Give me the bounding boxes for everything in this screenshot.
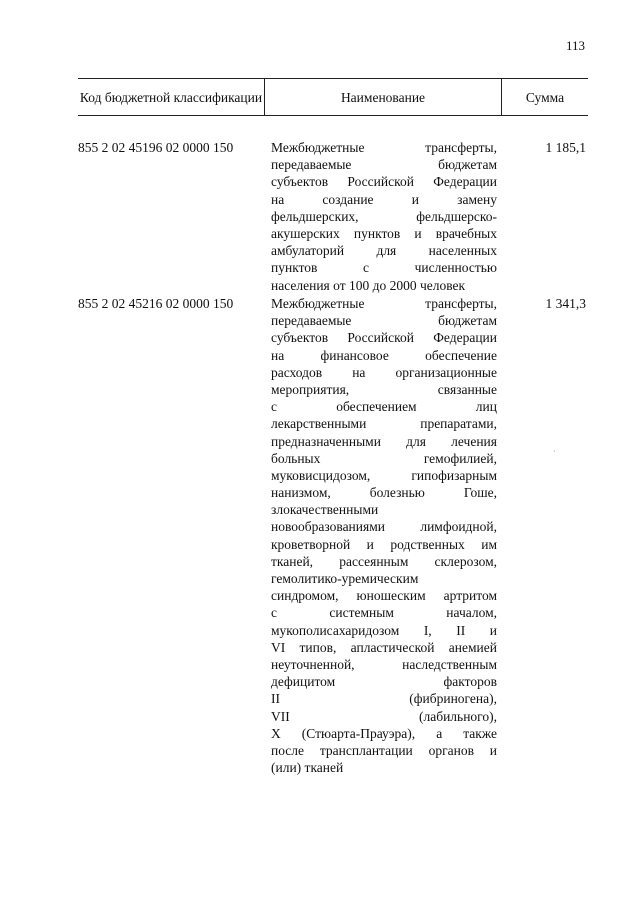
name-line: кроветворной и родственных им xyxy=(271,536,497,552)
name-line: нанизмом, болезнью Гоше, xyxy=(271,485,497,501)
name-line: акушерских пунктов и врачебных xyxy=(271,225,497,241)
name-line: (или) тканей xyxy=(271,760,344,776)
name-line: X (Стюарта-Прауэра), а также xyxy=(271,725,497,741)
header-code: Код бюджетной классификации xyxy=(78,79,265,115)
name-line: расходов на организационные xyxy=(271,364,497,380)
name-line: Межбюджетные трансферты, xyxy=(271,296,497,311)
name-line: амбулаторий для населенных xyxy=(271,243,497,259)
header-sum: Сумма xyxy=(525,89,565,105)
name-line: неуточненной, наследственным xyxy=(271,656,497,672)
name-line: Межбюджетные трансферты, xyxy=(271,140,497,155)
budget-code: 855 2 02 45196 02 0000 150 xyxy=(78,140,234,155)
name-line: мероприятия, связанные xyxy=(271,381,497,397)
name-line: мукополисахаридозом I, II и xyxy=(271,622,497,638)
budget-code: 855 2 02 45216 02 0000 150 xyxy=(78,296,234,311)
name-line: после трансплантации органов и xyxy=(271,742,497,758)
name-line: пунктов с численностью xyxy=(271,260,497,276)
name-line: передаваемые бюджетам xyxy=(271,313,497,329)
name-line: с обеспечением лиц xyxy=(271,399,497,415)
name-line: субъектов Российской Федерации xyxy=(271,174,497,190)
name-line: на создание и замену xyxy=(271,191,497,207)
name-line: с системным началом, xyxy=(271,605,497,621)
name-line: предназначенными для лечения xyxy=(271,433,497,449)
amount: 1 185,1 xyxy=(545,140,586,155)
name-line: VII (лабильного), xyxy=(271,708,497,724)
scan-speck: · xyxy=(553,447,556,456)
amount: 1 341,3 xyxy=(545,296,586,311)
name-line: синдромом, юношеским артритом xyxy=(271,588,497,604)
item-name xyxy=(271,295,497,776)
name-line: злокачественными xyxy=(271,502,379,518)
page-number: 113 xyxy=(565,38,585,53)
table-header xyxy=(78,78,588,116)
name-line: населения от 100 до 2000 человек xyxy=(271,277,466,293)
name-line: лекарственными препаратами, xyxy=(271,416,497,432)
name-line: больных гемофилией, xyxy=(271,450,497,466)
name-line: II (фибриногена), xyxy=(271,691,497,707)
name-line: дефицитом факторов xyxy=(271,674,497,690)
name-line: муковисцидозом, гипофизарным xyxy=(271,467,497,483)
name-line: VI типов, апластической анемией xyxy=(271,639,497,655)
header-name: Наименование xyxy=(265,79,502,115)
name-line: тканей, рассеянным склерозом, xyxy=(271,553,497,569)
name-line: гемолитико-уремическим xyxy=(271,571,419,586)
name-line: новообразованиями лимфоидной, xyxy=(271,519,497,535)
name-line: на финансовое обеспечение xyxy=(271,347,497,363)
name-line: передаваемые бюджетам xyxy=(271,157,497,173)
name-line: субъектов Российской Федерации xyxy=(271,330,497,346)
item-name xyxy=(271,139,497,294)
name-line: фельдшерских, фельдшерско- xyxy=(271,208,497,224)
